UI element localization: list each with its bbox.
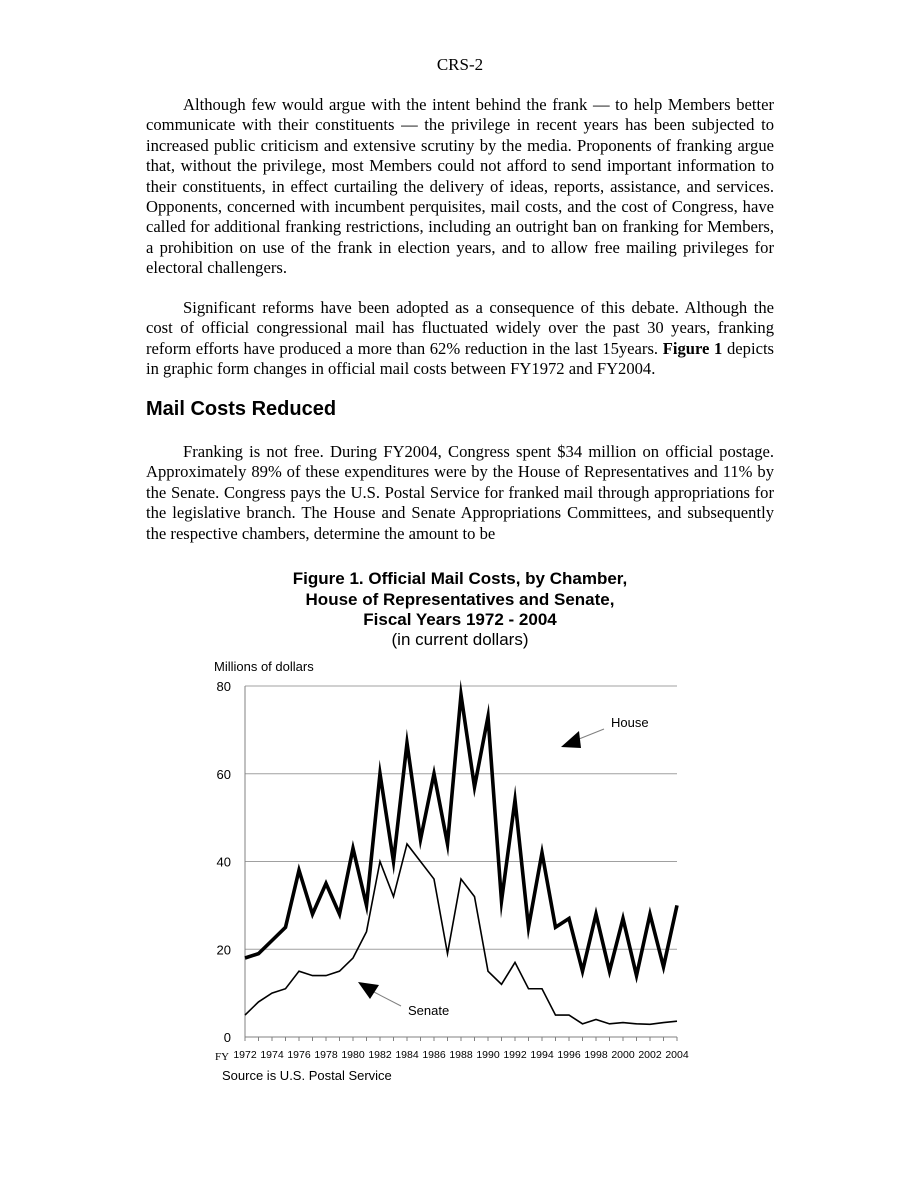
section-heading: Mail Costs Reduced: [146, 398, 337, 420]
x-tick-label-1980: 1980: [341, 1049, 365, 1061]
x-tick-label-1976: 1976: [287, 1049, 311, 1061]
x-tick-label-1984: 1984: [395, 1049, 419, 1061]
figure-title-line-1: Figure 1. Official Mail Costs, by Chamber,: [292, 569, 628, 588]
series-line-senate: [245, 844, 677, 1024]
paragraph-2-after: depicts in graphic form changes in official mail costs between FY1972 and FY2004.: [146, 338, 775, 379]
x-tick-label-2004: 2004: [665, 1049, 689, 1061]
annotation-senate-arrowhead: [358, 982, 379, 999]
series-line-house: [245, 695, 677, 976]
x-tick-label-1996: 1996: [557, 1049, 581, 1061]
annotation-senate: Senate: [408, 1003, 450, 1018]
paragraph-1: Although few would argue with the intent behind the frank — to help Members better communicate with their constituents — the privilege in recent years has been subjected to increased public criticism and extensive scrutiny by the media. Proponents of franking argue that, without the privilege, most Members could not afford to send important information to their constituents, in effect curtailing the delivery of ideas, reports, assistance, and services. Opponents, concerned with incumbent perquisites, mail costs, and the cost of Congress, have called for additional franking restrictions, including an outright ban on franking for Members, a prohibition on use of the frank in election years, and to allow free mailing privileges for electoral challengers.: [146, 95, 774, 278]
y-tick-label-0: 0: [223, 1030, 231, 1045]
x-tick-label-1986: 1986: [422, 1049, 446, 1061]
figure-title-line-3: Fiscal Years 1972 - 2004: [363, 610, 557, 629]
annotation-house: House: [611, 715, 649, 730]
y-tick-label-40: 40: [216, 854, 231, 870]
y-tick-label-60: 60: [216, 766, 231, 782]
figure-reference: Figure 1: [662, 338, 723, 358]
chart-source: Source is U.S. Postal Service: [222, 1068, 392, 1083]
x-tick-label-1978: 1978: [314, 1049, 338, 1061]
x-tick-label-1988: 1988: [449, 1049, 473, 1061]
x-tick-label-1998: 1998: [584, 1049, 608, 1061]
annotation-house-arrowhead: [561, 731, 581, 748]
x-tick-label-2000: 2000: [611, 1049, 635, 1061]
figure-subtitle: (in current dollars): [391, 630, 529, 649]
x-tick-label-1974: 1974: [260, 1049, 284, 1061]
page-header: CRS-2: [436, 55, 484, 74]
y-tick-label-20: 20: [216, 942, 231, 958]
x-tick-label-1990: 1990: [476, 1049, 500, 1061]
x-tick-label-1994: 1994: [530, 1049, 554, 1061]
figure-title-line-2: House of Representatives and Senate,: [305, 590, 615, 609]
x-tick-label-1972: 1972: [233, 1049, 257, 1061]
x-tick-label-2002: 2002: [638, 1049, 662, 1061]
paragraph-3: Franking is not free. During FY2004, Congress spent $34 million on official postage. Approximately 89% of these expenditures were by the House of Representatives and 11% by the Senate. Congress pays the U.S. Postal Service for franked mail through appropriations for the legislative branch. The House and Senate Appropriations Committees, and subsequently the respective chambers, determine the amount to be: [146, 442, 774, 543]
x-tick-label-1982: 1982: [368, 1049, 392, 1061]
y-axis-label: Millions of dollars: [214, 659, 314, 674]
y-tick-label-80: 80: [216, 679, 231, 694]
x-axis-prefix: FY: [215, 1051, 230, 1063]
paragraph-2-before: Significant reforms have been adopted as a consequence of this debate. Although the cost of official congressional mail has fluctuated widely over the past 30 years, franking reform efforts have produced a more than 62% reduction in the last 15years.: [146, 298, 774, 358]
x-tick-label-1992: 1992: [503, 1049, 527, 1061]
annotation-senate-leader: [374, 992, 401, 1006]
